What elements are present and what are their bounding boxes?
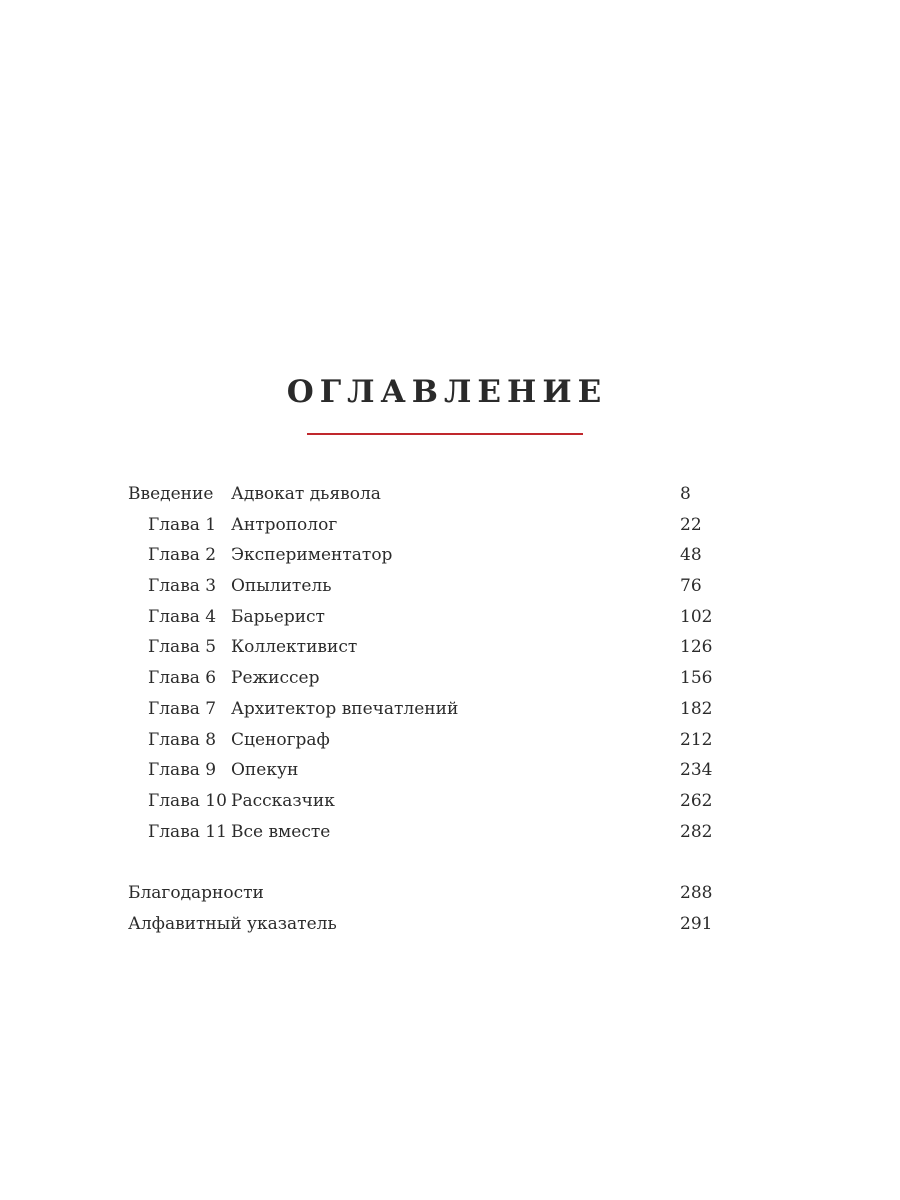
toc-entry-chapter-5[interactable] xyxy=(0,632,900,663)
toc-entry-page: 234 xyxy=(680,760,713,781)
toc-entry-chapter-2[interactable] xyxy=(0,540,900,571)
toc-entry-page: 288 xyxy=(680,883,713,903)
toc-entry-label: Глава 1 xyxy=(148,514,217,535)
toc-entry-title: Архитектор впечатлений xyxy=(231,698,459,719)
toc-entry-chapter-1[interactable] xyxy=(0,510,900,541)
toc-entry-label: Глава 8 xyxy=(148,729,217,750)
toc-entry-chapter-10[interactable] xyxy=(0,786,900,817)
page-title: ОГЛАВЛЕНИЕ xyxy=(286,374,608,410)
title-divider xyxy=(307,433,583,435)
toc-entry-title: Сценограф xyxy=(231,729,330,750)
toc-entry-title: Экспериментатор xyxy=(231,545,393,566)
toc-entry-page: 282 xyxy=(680,821,713,842)
toc-entry-title: Благодарности xyxy=(128,883,264,903)
toc-entry-page: 102 xyxy=(680,606,713,627)
toc-entry-label: Глава 4 xyxy=(148,606,217,627)
toc-entry-title: Алфавитный указатель xyxy=(128,913,337,934)
toc-entry-chapter-9[interactable] xyxy=(0,755,900,786)
toc-entry-title: Адвокат дьявола xyxy=(231,484,381,504)
toc-entry-index[interactable] xyxy=(0,909,900,940)
toc-entry-chapter-7[interactable] xyxy=(0,694,900,725)
toc-entry-title: Все вместе xyxy=(231,821,331,842)
toc-entry-label: Введение xyxy=(128,484,214,504)
toc-entry-title: Опекун xyxy=(231,760,299,781)
toc-entry-label: Глава 7 xyxy=(148,698,217,719)
toc-entry-title: Режиссер xyxy=(231,668,320,689)
toc-entry-label: Глава 11 xyxy=(148,821,227,842)
toc-entry-title: Рассказчик xyxy=(231,790,335,811)
toc-entry-label: Глава 5 xyxy=(148,637,217,658)
toc-entry-label: Глава 10 xyxy=(148,790,227,811)
toc-entry-page: 156 xyxy=(680,668,713,689)
toc-entry-chapter-3[interactable] xyxy=(0,571,900,602)
toc-entry-page: 182 xyxy=(680,698,713,719)
toc-entry-title: Антрополог xyxy=(231,514,338,535)
toc-entry-page: 22 xyxy=(680,514,702,535)
toc-entry-chapter-11[interactable] xyxy=(0,817,900,848)
toc-entry-intro[interactable] xyxy=(0,479,900,510)
toc-entry-title: Коллективист xyxy=(231,637,358,658)
toc-entry-page: 48 xyxy=(680,545,702,566)
toc-entry-page: 76 xyxy=(680,576,702,597)
toc-entry-page: 212 xyxy=(680,729,713,750)
toc-back-matter xyxy=(0,878,900,939)
toc-entry-page: 291 xyxy=(680,913,713,934)
toc-entry-label: Глава 6 xyxy=(148,668,217,689)
toc-entry-page: 8 xyxy=(680,484,691,504)
table-of-contents xyxy=(0,479,900,847)
toc-entry-label: Глава 2 xyxy=(148,545,217,566)
toc-entry-chapter-8[interactable] xyxy=(0,725,900,756)
toc-entry-page: 126 xyxy=(680,637,713,658)
toc-entry-label: Глава 3 xyxy=(148,576,217,597)
toc-entry-title: Опылитель xyxy=(231,576,332,597)
toc-entry-title: Барьерист xyxy=(231,606,325,627)
toc-entry-page: 262 xyxy=(680,790,713,811)
toc-entry-label: Глава 9 xyxy=(148,760,217,781)
toc-entry-acknowledgements[interactable] xyxy=(0,878,900,909)
toc-entry-chapter-4[interactable] xyxy=(0,602,900,633)
toc-entry-chapter-6[interactable] xyxy=(0,663,900,694)
